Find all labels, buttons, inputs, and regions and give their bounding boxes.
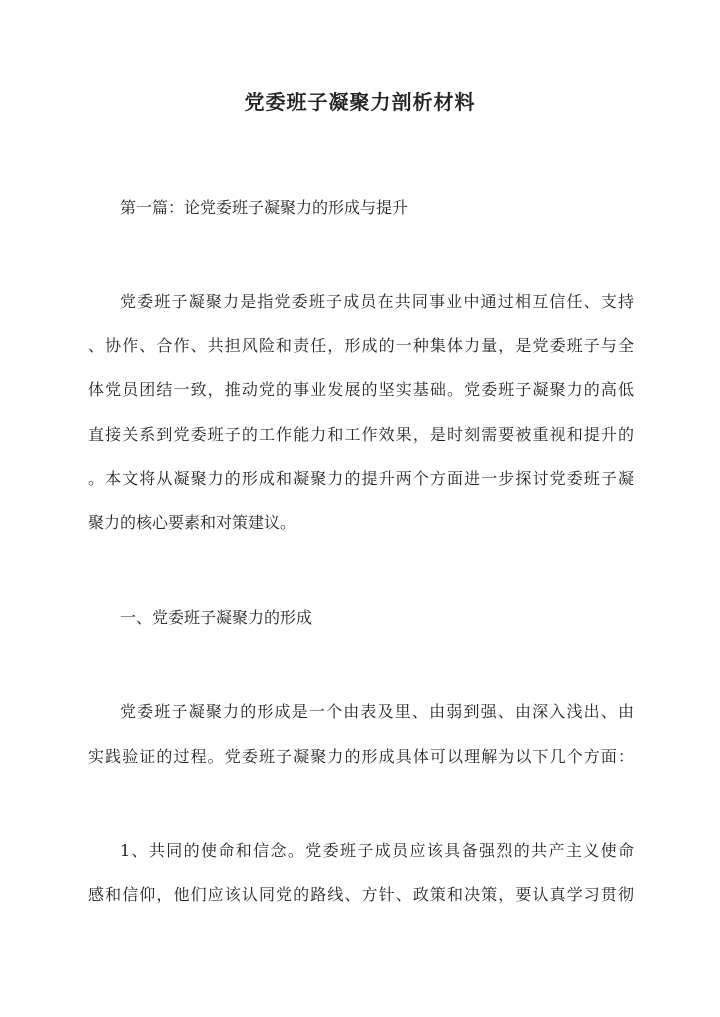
paragraph-line: 。本文将从凝聚力的形成和凝聚力的提升两个方面进一步探讨党委班子凝 <box>88 469 634 488</box>
paragraph-line: 直接关系到党委班子的工作能力和工作效果，是时刻需要被重视和提升的 <box>88 425 634 444</box>
paragraph-line: 、协作、合作、共担风险和责任，形成的一种集体力量，是党委班子与全 <box>88 336 634 355</box>
paragraph-line: 感和信仰，他们应该认同党的路线、方针、政策和决策，要认真学习贯彻 <box>88 885 634 904</box>
paragraph-line: 聚力的核心要素和对策建议。 <box>88 513 297 532</box>
section-heading: 第一篇：论党委班子凝聚力的形成与提升 <box>120 198 409 217</box>
paragraph-line: 实践验证的过程。党委班子凝聚力的形成具体可以理解为以下几个方面： <box>88 747 634 766</box>
paragraph-line: 党委班子凝聚力的形成是一个由表及里、由弱到强、由深入浅出、由 <box>120 702 634 721</box>
paragraph-line: 1、共同的使命和信念。党委班子成员应该具备强烈的共产主义使命 <box>120 841 634 860</box>
subheading: 一、党委班子凝聚力的形成 <box>120 608 313 627</box>
paragraph-line: 党委班子凝聚力是指党委班子成员在共同事业中通过相互信任、支持 <box>120 292 634 311</box>
document-title: 党委班子凝聚力剖析材料 <box>244 90 476 114</box>
paragraph-line: 体党员团结一致，推动党的事业发展的坚实基础。党委班子凝聚力的高低 <box>88 380 634 399</box>
